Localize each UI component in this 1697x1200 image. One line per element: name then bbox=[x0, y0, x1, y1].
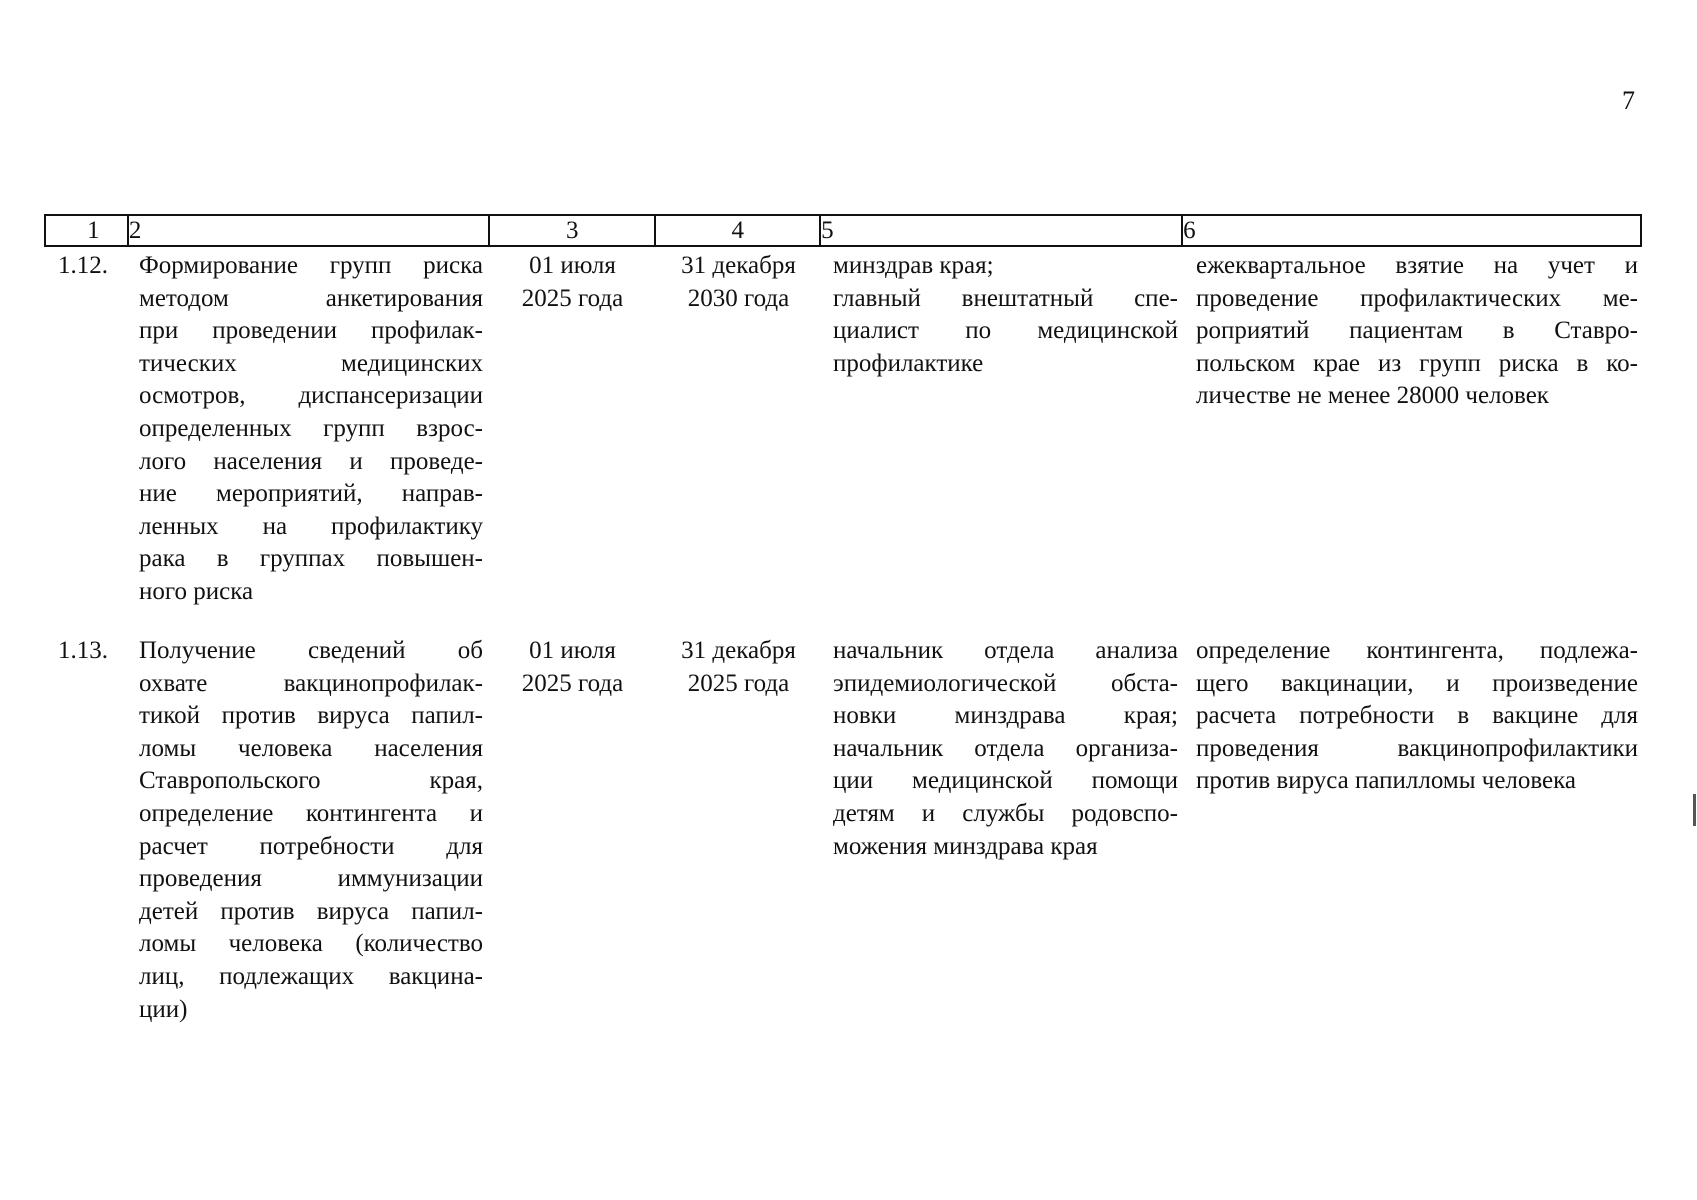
expected-result bbox=[1184, 250, 1642, 413]
text-line: можения минздрава края bbox=[833, 832, 1098, 860]
text-line: 31 декабря bbox=[681, 637, 796, 664]
text-line: осмотров, диспансеризации bbox=[139, 382, 483, 410]
responsible bbox=[821, 250, 1184, 380]
text-line: проведения вакцинопрофилактики bbox=[1196, 734, 1638, 762]
text-line: 31 декабря bbox=[681, 252, 796, 279]
page-number: 7 bbox=[1622, 86, 1635, 115]
text-line: методом анкетирования bbox=[139, 284, 483, 312]
text-line: проведение профилактических ме- bbox=[1196, 284, 1638, 312]
text-line: охвате вакцинопрофилак- bbox=[139, 669, 483, 697]
text-line: профилактике bbox=[833, 349, 984, 377]
text-line: проведения иммунизации bbox=[139, 865, 483, 893]
measure-description bbox=[127, 635, 489, 1026]
text-line: лиц, подлежащих вакцина- bbox=[139, 962, 483, 990]
text-line: 01 июля bbox=[529, 252, 616, 279]
text-line: циалист по медицинской bbox=[833, 317, 1178, 345]
text-line: щего вакцинации, и произведение bbox=[1196, 669, 1638, 697]
text-line: против вируса папилломы человека bbox=[1196, 767, 1577, 795]
text-line: Получение сведений об bbox=[139, 637, 483, 664]
end-date bbox=[656, 635, 821, 700]
column-number-1: 1 bbox=[46, 216, 129, 245]
table-row bbox=[44, 250, 1642, 609]
text-line: 2025 года bbox=[521, 669, 624, 697]
text-line: определение контингента, подлежа- bbox=[1196, 637, 1638, 664]
text-line: детям и службы родовспо- bbox=[833, 799, 1178, 827]
text-line: определение контингента и bbox=[139, 799, 483, 827]
end-date bbox=[656, 250, 821, 315]
text-line: определенных групп взрос- bbox=[139, 414, 483, 442]
text-line: начальник отдела анализа bbox=[833, 637, 1178, 664]
text-line: ломы человека населения bbox=[139, 734, 483, 762]
text-line: 01 июля bbox=[529, 637, 616, 664]
text-line: 2025 года bbox=[687, 669, 790, 697]
text-line: Ставропольского края, bbox=[139, 767, 483, 795]
text-line: польском крае из групп риска в ко- bbox=[1196, 349, 1638, 377]
column-number-3: 3 bbox=[490, 216, 657, 245]
text-line: тикой против вируса папил- bbox=[139, 702, 483, 730]
text-line: 2030 года bbox=[687, 284, 790, 312]
start-date bbox=[489, 250, 656, 315]
item-number: 1.13. bbox=[58, 637, 108, 664]
text-line: главный внештатный спе- bbox=[833, 284, 1178, 312]
text-line: детей против вируса папил- bbox=[139, 897, 483, 925]
text-line: рака в группах повышен- bbox=[139, 545, 483, 573]
text-line: роприятий пациентам в Ставро- bbox=[1196, 317, 1638, 345]
scan-edge-mark bbox=[1693, 794, 1696, 826]
column-number-4: 4 bbox=[656, 216, 821, 245]
text-line: ции медицинской помощи bbox=[833, 767, 1178, 795]
text-line: ленных на профилактику bbox=[139, 512, 483, 540]
text-line: лого населения и проведе- bbox=[139, 447, 483, 475]
text-line: расчет потребности для bbox=[139, 832, 483, 860]
table-row bbox=[44, 635, 1642, 1026]
expected-result bbox=[1184, 635, 1642, 798]
column-number-5: 5 bbox=[821, 216, 1183, 245]
column-number-6: 6 bbox=[1183, 217, 1196, 244]
measure-description bbox=[127, 250, 489, 609]
text-line: ежеквартальное взятие на учет и bbox=[1196, 252, 1638, 279]
text-line: тических медицинских bbox=[139, 349, 483, 377]
text-line: Формирование групп риска bbox=[139, 252, 483, 279]
text-line: при проведении профилак- bbox=[139, 317, 483, 345]
text-line: ного риска bbox=[139, 577, 254, 605]
text-line: минздрав края; bbox=[833, 252, 994, 279]
text-line: ние мероприятий, направ- bbox=[139, 480, 483, 508]
text-line: начальник отдела организа- bbox=[833, 734, 1178, 762]
text-line: новки минздрава края; bbox=[833, 702, 1178, 730]
text-line: ломы человека (количество bbox=[139, 930, 483, 958]
start-date bbox=[489, 635, 656, 700]
table-header-row bbox=[44, 214, 1642, 247]
text-line: личестве не менее 28000 человек bbox=[1196, 382, 1549, 410]
text-line: эпидемиологической обста- bbox=[833, 669, 1178, 697]
text-line: расчета потребности в вакцине для bbox=[1196, 702, 1638, 730]
responsible bbox=[821, 635, 1184, 863]
text-line: ции) bbox=[139, 995, 188, 1023]
item-number: 1.12. bbox=[58, 252, 108, 279]
text-line: 2025 года bbox=[521, 284, 624, 312]
column-number-2: 2 bbox=[129, 216, 490, 245]
